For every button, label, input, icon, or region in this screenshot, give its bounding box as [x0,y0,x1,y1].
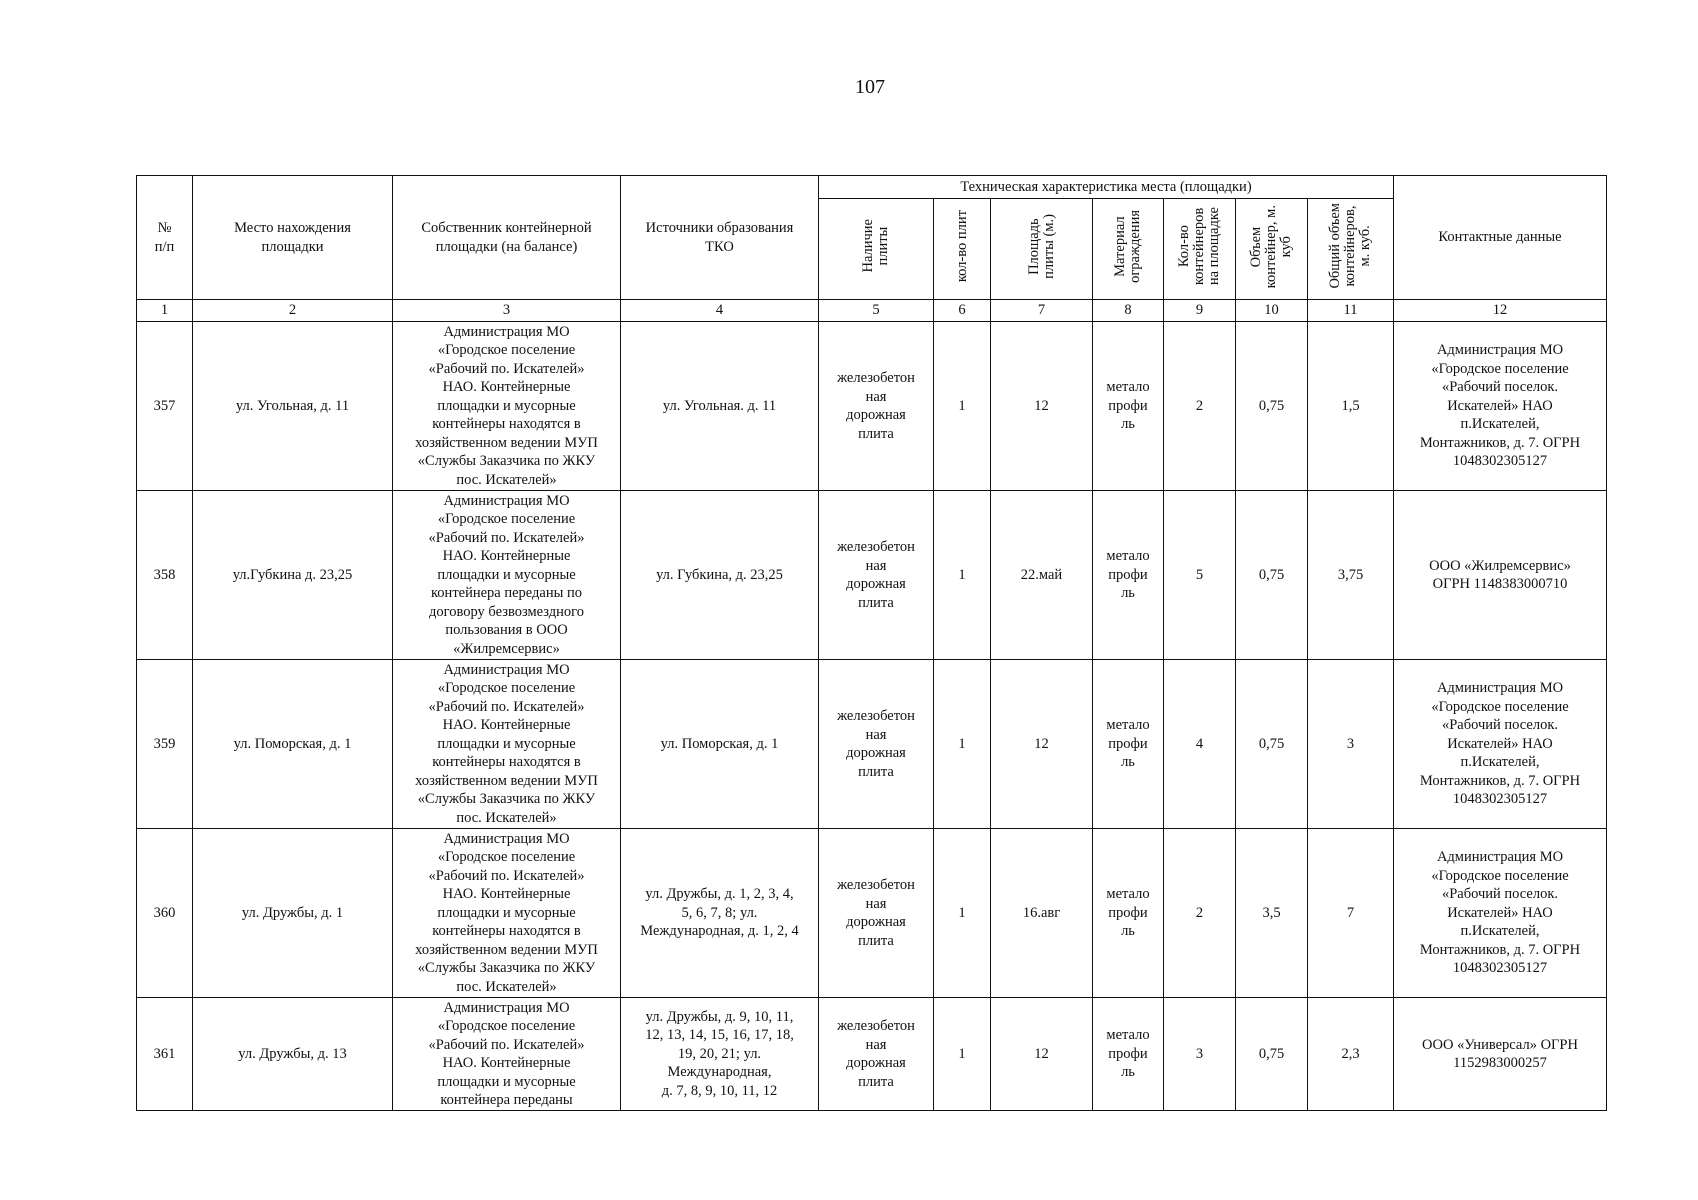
cell-container-volume: 0,75 [1236,998,1308,1111]
header-contacts: Контактные данные [1394,176,1607,300]
cell-containers-count: 5 [1164,491,1236,660]
page-number: 107 [855,76,885,98]
header-num: № п/п [137,176,193,300]
cell-sources: ул. Поморская, д. 1 [621,660,819,829]
header-plate-area: Площадь плиты (м.) [991,199,1093,300]
header-owner: Собственник контейнерной площадки (на балансе) [393,176,621,300]
cell-plates-present: железобетон ная дорожная плита [819,322,934,491]
cell-plates-present: железобетон ная дорожная плита [819,491,934,660]
table-row [137,322,1607,491]
header-total-volume: Общий объем контейнеров, м. куб. [1308,199,1394,300]
cell-fence-material: метало профи ль [1093,660,1164,829]
column-number: 1 [137,300,193,322]
cell-location: ул. Дружбы, д. 1 [193,829,393,998]
cell-location: ул. Поморская, д. 1 [193,660,393,829]
header-container-volume: Объем контейнер, м. куб [1236,199,1308,300]
header-sources: Источники образования ТКО [621,176,819,300]
cell-total-volume: 3,75 [1308,491,1394,660]
cell-num: 360 [137,829,193,998]
cell-total-volume: 2,3 [1308,998,1394,1111]
column-number: 11 [1308,300,1394,322]
header-tech-group: Техническая характеристика места (площадки) [819,176,1394,199]
container-sites-table [136,175,1607,1111]
column-number: 2 [193,300,393,322]
cell-plate-area: 16.авг [991,829,1093,998]
column-number: 6 [934,300,991,322]
table-body [137,322,1607,1111]
cell-fence-material: метало профи ль [1093,829,1164,998]
header-location: Место нахождения площадки [193,176,393,300]
cell-contacts: Администрация МО «Городское поселение «Рабочий поселок. Искателей» НАО п.Искателей, Монтажников, д. 7. ОГРН 1048302305127 [1394,660,1607,829]
cell-contacts: Администрация МО «Городское поселение «Рабочий поселок. Искателей» НАО п.Искателей, Монтажников, д. 7. ОГРН 1048302305127 [1394,829,1607,998]
cell-plates-present: железобетон ная дорожная плита [819,998,934,1111]
cell-owner: Администрация МО «Городское поселение «Рабочий по. Искателей» НАО. Контейнерные площадки и мусорные контейнеры находятся в хозяйственном ведении МУП «Службы Заказчика по ЖКУ пос. Искателей» [393,660,621,829]
cell-fence-material: метало профи ль [1093,491,1164,660]
cell-containers-count: 2 [1164,829,1236,998]
table-row [137,660,1607,829]
cell-plate-area: 12 [991,998,1093,1111]
cell-owner: Администрация МО «Городское поселение «Рабочий по. Искателей» НАО. Контейнерные площадки и мусорные контейнеры находятся в хозяйственном ведении МУП «Службы Заказчика по ЖКУ пос. Искателей» [393,322,621,491]
cell-containers-count: 3 [1164,998,1236,1111]
cell-owner: Администрация МО «Городское поселение «Рабочий по. Искателей» НАО. Контейнерные площадки и мусорные контейнера переданы по договору безвозмездного пользования в ООО «Жилремсервис» [393,491,621,660]
cell-container-volume: 0,75 [1236,322,1308,491]
header-plates-present: Наличие плиты [819,199,934,300]
cell-sources: ул. Дружбы, д. 9, 10, 11, 12, 13, 14, 15, 16, 17, 18, 19, 20, 21; ул. Международная, д. 7, 8, 9, 10, 11, 12 [621,998,819,1111]
header-plates-count: кол-во плит [934,199,991,300]
column-number: 3 [393,300,621,322]
cell-location: ул. Дружбы, д. 13 [193,998,393,1111]
header-containers-count: Кол-во контейнеров на площадке [1164,199,1236,300]
cell-containers-count: 4 [1164,660,1236,829]
cell-contacts: ООО «Универсал» ОГРН 1152983000257 [1394,998,1607,1111]
header-fence-material: Материал ограждения [1093,199,1164,300]
column-number: 4 [621,300,819,322]
cell-owner: Администрация МО «Городское поселение «Рабочий по. Искателей» НАО. Контейнерные площадки и мусорные контейнера переданы [393,998,621,1111]
column-number: 9 [1164,300,1236,322]
cell-num: 358 [137,491,193,660]
cell-total-volume: 3 [1308,660,1394,829]
cell-sources: ул. Угольная. д. 11 [621,322,819,491]
cell-owner: Администрация МО «Городское поселение «Рабочий по. Искателей» НАО. Контейнерные площадки и мусорные контейнеры находятся в хозяйственном ведении МУП «Службы Заказчика по ЖКУ пос. Искателей» [393,829,621,998]
column-number: 8 [1093,300,1164,322]
cell-container-volume: 3,5 [1236,829,1308,998]
cell-location: ул.Губкина д. 23,25 [193,491,393,660]
cell-plates-count: 1 [934,998,991,1111]
cell-fence-material: метало профи ль [1093,322,1164,491]
cell-fence-material: метало профи ль [1093,998,1164,1111]
table-row [137,998,1607,1111]
cell-plate-area: 12 [991,322,1093,491]
column-number-row [137,300,1607,322]
cell-plates-count: 1 [934,491,991,660]
cell-num: 361 [137,998,193,1111]
table-row [137,829,1607,998]
cell-location: ул. Угольная, д. 11 [193,322,393,491]
cell-num: 357 [137,322,193,491]
cell-sources: ул. Дружбы, д. 1, 2, 3, 4, 5, 6, 7, 8; ул. Международная, д. 1, 2, 4 [621,829,819,998]
cell-sources: ул. Губкина, д. 23,25 [621,491,819,660]
cell-total-volume: 1,5 [1308,322,1394,491]
cell-contacts: Администрация МО «Городское поселение «Рабочий поселок. Искателей» НАО п.Искателей, Монтажников, д. 7. ОГРН 1048302305127 [1394,322,1607,491]
cell-container-volume: 0,75 [1236,491,1308,660]
header-row [137,176,1607,199]
cell-container-volume: 0,75 [1236,660,1308,829]
cell-containers-count: 2 [1164,322,1236,491]
cell-num: 359 [137,660,193,829]
column-number: 10 [1236,300,1308,322]
column-number: 7 [991,300,1093,322]
column-number: 5 [819,300,934,322]
cell-plates-present: железобетон ная дорожная плита [819,660,934,829]
cell-plate-area: 22.май [991,491,1093,660]
cell-plates-count: 1 [934,660,991,829]
cell-total-volume: 7 [1308,829,1394,998]
table-row [137,491,1607,660]
cell-contacts: ООО «Жилремсервис» ОГРН 1148383000710 [1394,491,1607,660]
cell-plate-area: 12 [991,660,1093,829]
cell-plates-count: 1 [934,322,991,491]
cell-plates-present: железобетон ная дорожная плита [819,829,934,998]
cell-plates-count: 1 [934,829,991,998]
column-number: 12 [1394,300,1607,322]
